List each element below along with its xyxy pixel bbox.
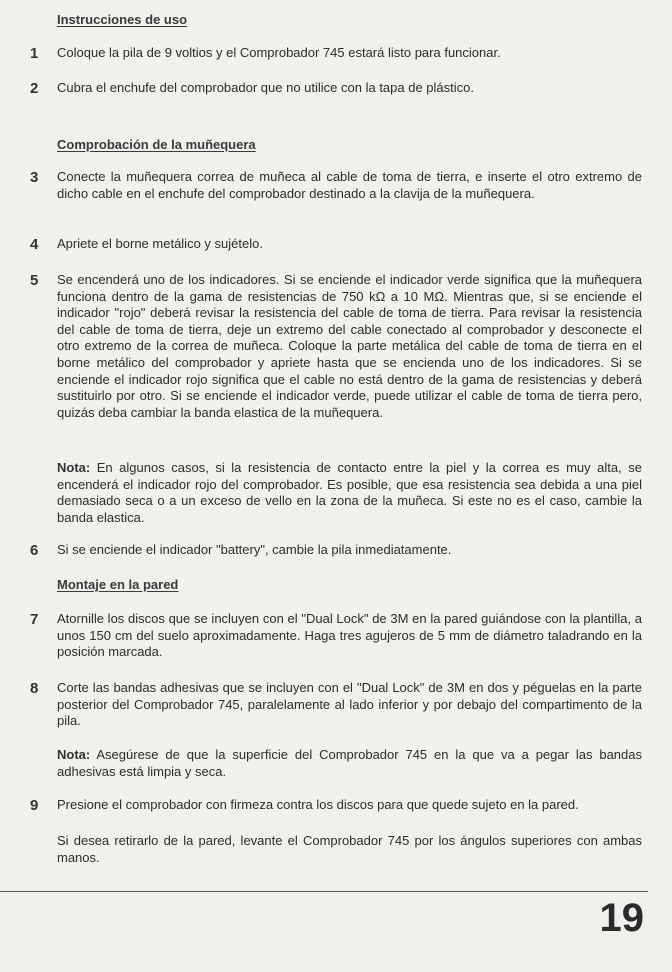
note-label: Nota: xyxy=(57,747,91,762)
section-heading-instructions: Instrucciones de uso xyxy=(57,12,188,27)
step-4 xyxy=(30,236,642,253)
step-number: 4 xyxy=(30,236,39,253)
step-number: 6 xyxy=(30,542,39,559)
step-9 xyxy=(30,797,642,814)
footer-divider xyxy=(0,891,648,892)
step-2 xyxy=(30,80,642,97)
step-text: Atornille los discos que se incluyen con el "Dual Lock" de 3M en la pared guiándose con la plantilla, a unos 150 cm del suelo aproximadamente. Haga tres agujeros de 5 mm de diámetro taladrando en la posición marcada. xyxy=(57,611,642,660)
closing-paragraph: Si desea retirarlo de la pared, levante el Comprobador 745 por los ángulos superiores con ambas manos. xyxy=(57,833,642,865)
section-heading-wall-mount: Montaje en la pared xyxy=(57,577,179,592)
step-text: Apriete el borne metálico y sujételo. xyxy=(57,236,263,251)
step-text: Se encenderá uno de los indicadores. Si se enciende el indicador verde significa que la muñequera funciona dentro de la gama de resistencias de 750 kΩ a 10 MΩ. Mientras que, si se enciende el indicador "rojo" deberá revisar la resistencia del cable de toma de tierra. Para revisar la resistencia del cable de toma de tierra, deje un extremo del cable conectado al comprobador y desconecte el otro extremo de la correa de muñeca. Coloque la parte metálica del cable de toma de tierra en el borne metálico del comprobador y apriete hasta que se encienda uno de los indicadores. Si se enciende el indicador rojo significa que el cable no está dentro de la gama de resistencias y deberá sustituirlo por otro. Si se enciende el indicador verde, puede utilizar el cable de toma de tierra pero, quizás deba cambiar la banda elastica de la muñequera. xyxy=(57,272,642,420)
step-7 xyxy=(30,611,642,661)
step-5 xyxy=(30,272,642,421)
step-6 xyxy=(30,542,642,559)
note-surface xyxy=(57,747,642,780)
note-resistance xyxy=(57,460,642,526)
step-1 xyxy=(30,45,642,62)
step-3 xyxy=(30,169,642,202)
step-number: 7 xyxy=(30,611,39,628)
step-8 xyxy=(30,680,642,730)
step-text: Si se enciende el indicador "battery", cambie la pila inmediatamente. xyxy=(57,542,452,557)
step-number: 2 xyxy=(30,80,39,97)
page-number: 19 xyxy=(599,896,644,940)
step-number: 3 xyxy=(30,169,39,186)
step-text: Presione el comprobador con firmeza contra los discos para que quede sujeto en la pared. xyxy=(57,797,579,812)
step-text: Coloque la pila de 9 voltios y el Comprobador 745 estará listo para funcionar. xyxy=(57,45,501,60)
step-text: Corte las bandas adhesivas que se incluyen con el "Dual Lock" de 3M en dos y péguelas en la parte posterior del Comprobador 745, paralelamente al lado inferior y por debajo del compartimento de la pila. xyxy=(57,680,642,729)
note-label: Nota: xyxy=(57,460,91,475)
step-number: 5 xyxy=(30,272,39,289)
note-text: En algunos casos, si la resistencia de contacto entre la piel y la correa es muy alta, se encenderá el indicador rojo del comprobador. Es posible, que esa resistencia sea debida a una piel demasiado seca o a un exceso de vello en la zona de la muñeca. Si este no es el caso, cambie la banda elastica. xyxy=(57,460,642,525)
step-number: 9 xyxy=(30,797,39,814)
step-number: 8 xyxy=(30,680,39,697)
step-number: 1 xyxy=(30,45,39,62)
step-text: Cubra el enchufe del comprobador que no utilice con la tapa de plástico. xyxy=(57,80,474,95)
section-heading-wrist-check: Comprobación de la muñequera xyxy=(57,137,256,152)
step-text: Conecte la muñequera correa de muñeca al cable de toma de tierra, e inserte el otro extremo de dicho cable en el enchufe del comprobador destinado a la clavija de la muñequera. xyxy=(57,169,642,201)
note-text: Asegúrese de que la superficie del Comprobador 745 en la que va a pegar las bandas adhesivas está limpia y seca. xyxy=(57,747,642,779)
